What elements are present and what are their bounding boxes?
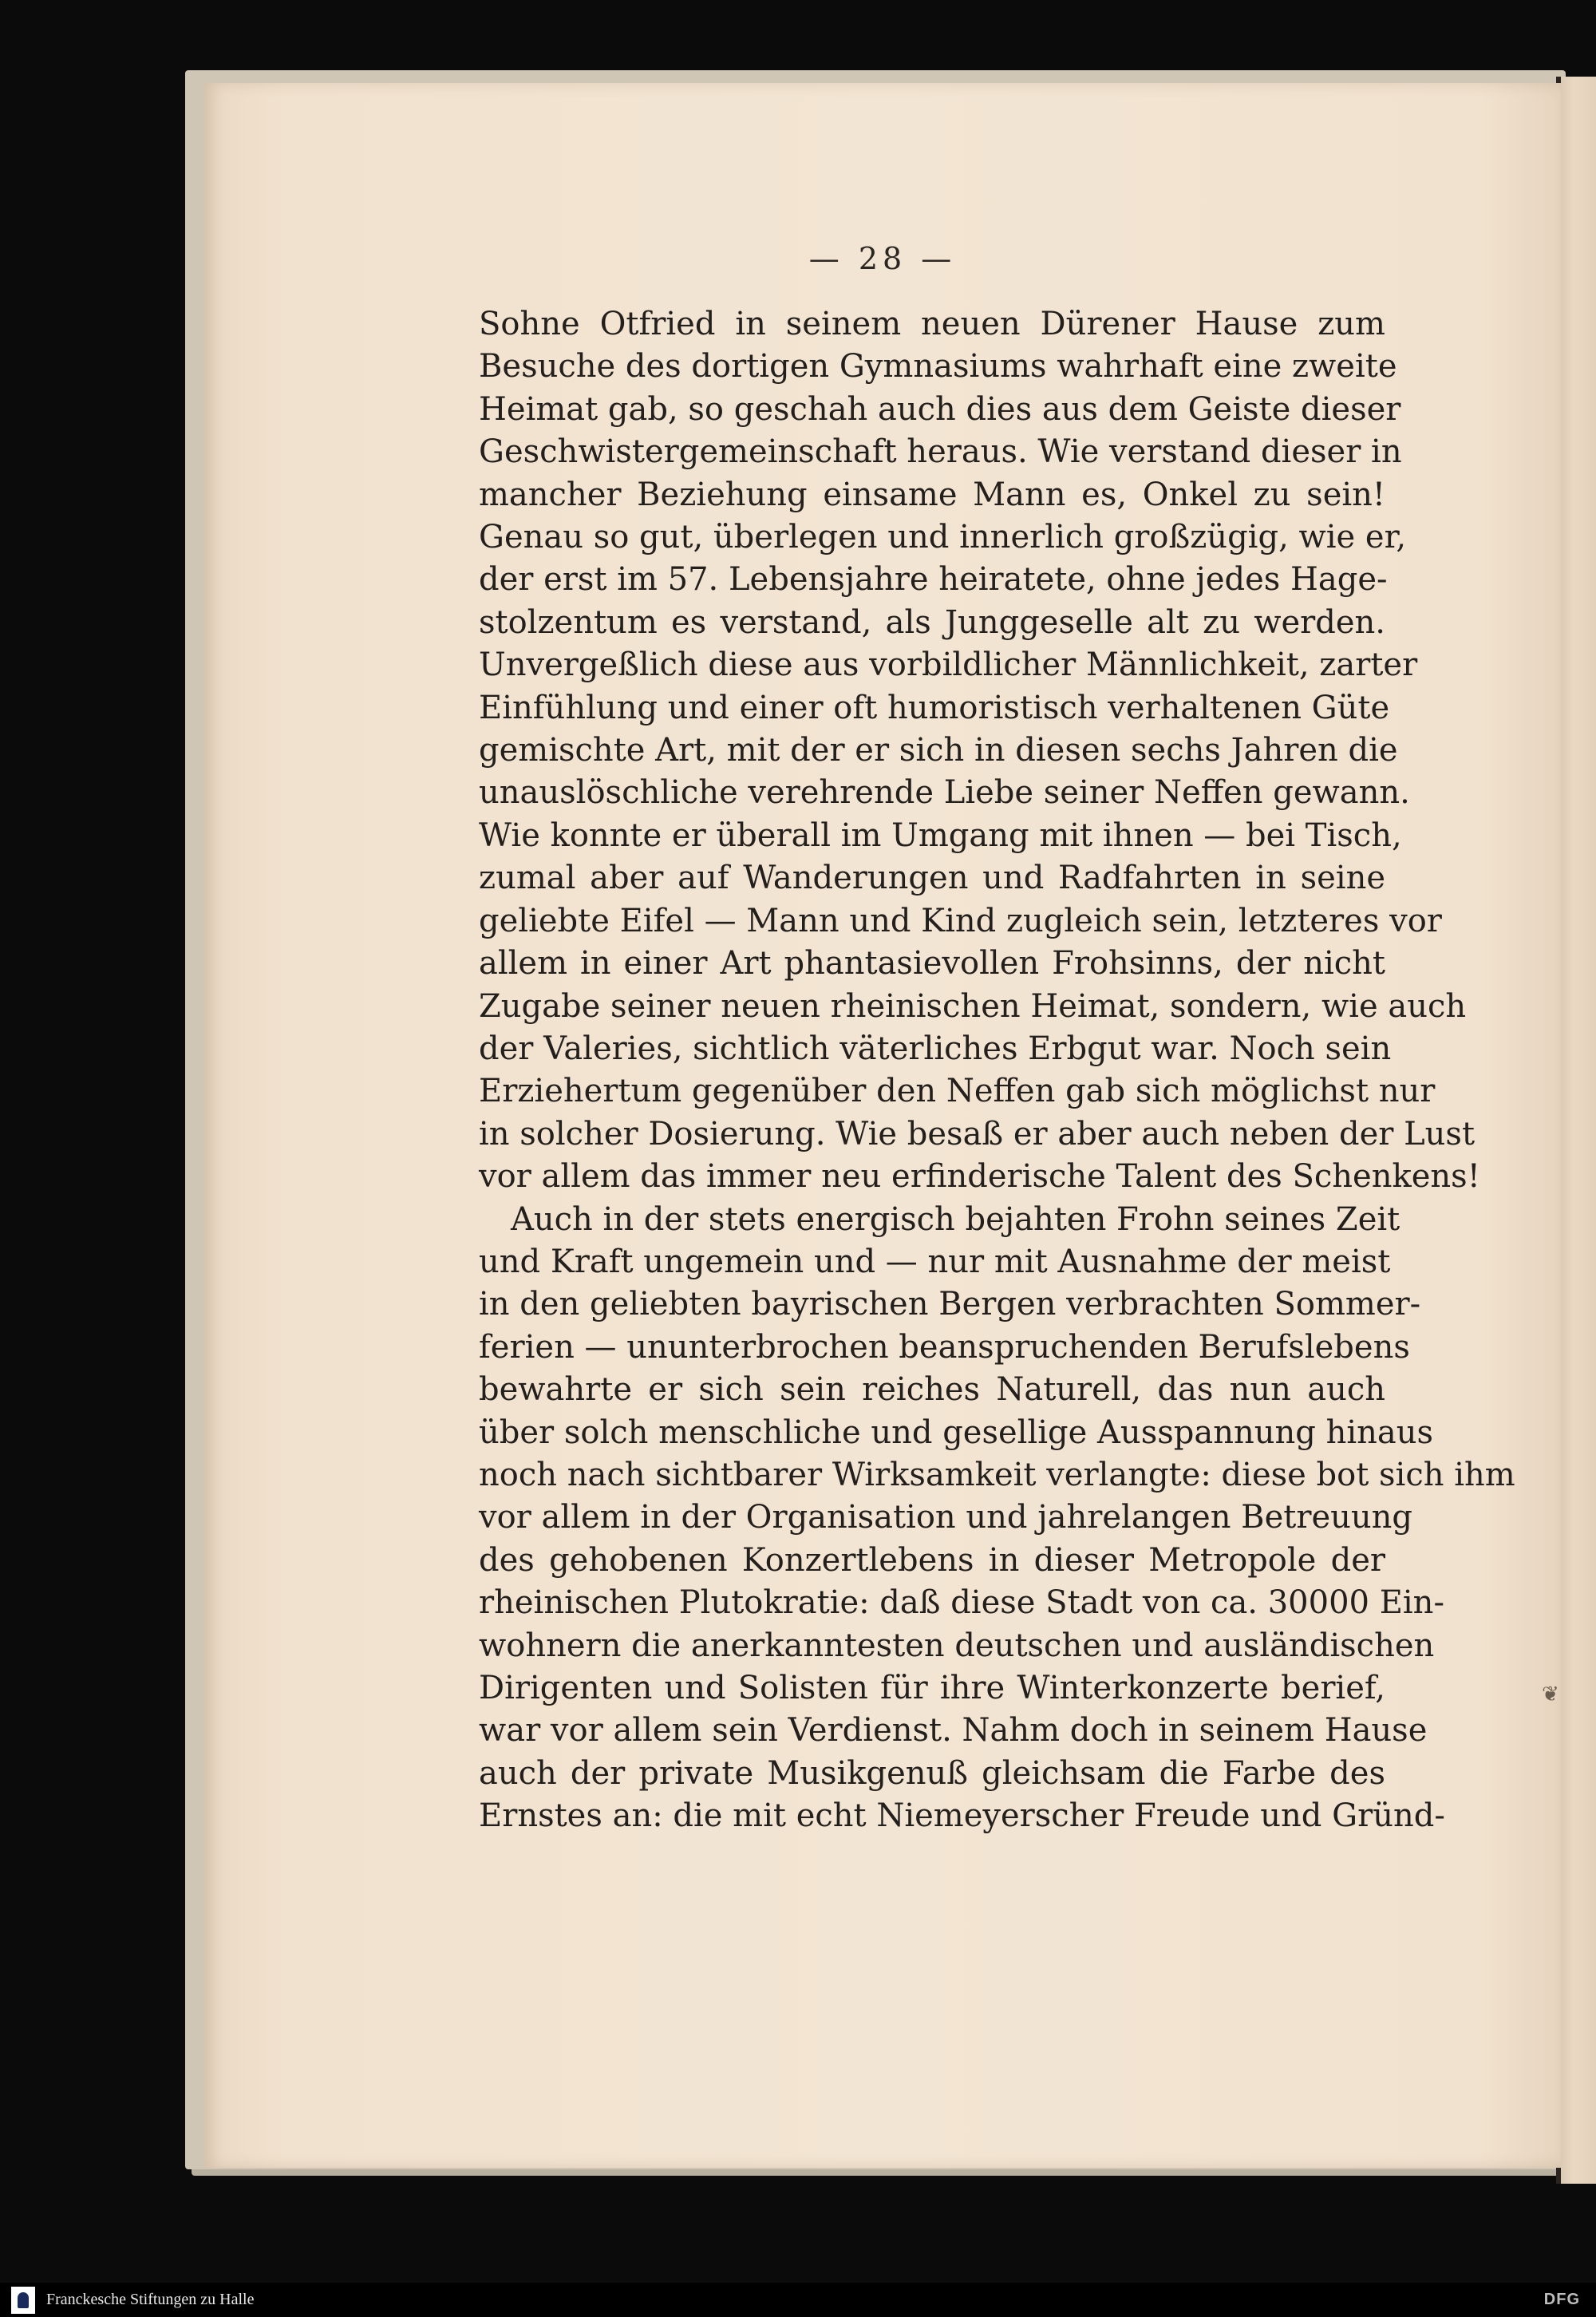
- text-line: Wie konnte er überall im Umgang mit ihnen — bei Tisch,: [479, 816, 1402, 854]
- text-line: rheinischen Plutokratie: daß diese Stadt von ca. 30000 Ein-: [479, 1584, 1444, 1622]
- text-line: Unvergeßlich diese aus vorbildlicher Männlichkeit, zarter: [479, 646, 1418, 684]
- text-line: ferien — ununterbrochen beanspruchenden Berufslebens: [479, 1328, 1410, 1366]
- page-number: — 28 —: [808, 241, 957, 276]
- text-line: stolzentum es verstand, als Junggeselle alt zu werden.: [479, 603, 1385, 641]
- text-line: wohnern die anerkanntesten deutschen und ausländischen: [479, 1627, 1435, 1664]
- text-line: Geschwistergemeinschaft heraus. Wie verstand dieser in: [479, 433, 1402, 471]
- text-line: Ernstes an: die mit echt Niemeyerscher Freude und Gründ-: [479, 1797, 1445, 1835]
- text-line: in solcher Dosierung. Wie besaß er aber auch neben der Lust: [479, 1115, 1476, 1153]
- text-line: Genau so gut, überlegen und innerlich großzügig, wie er,: [479, 519, 1407, 556]
- text-line: allem in einer Art phantasievollen Frohsinns, der nicht: [479, 945, 1385, 983]
- text-line: auch der private Musikgenuß gleichsam die Farbe des: [479, 1754, 1385, 1792]
- text-line: in den geliebten bayrischen Bergen verbrachten Sommer-: [479, 1286, 1421, 1323]
- text-line: Zugabe seiner neuen rheinischen Heimat, sondern, wie auch: [479, 987, 1467, 1025]
- margin-mark-icon: ❦: [1542, 1682, 1559, 1706]
- institution-logo-icon: [11, 2287, 35, 2314]
- text-line: Besuche des dortigen Gymnasiums wahrhaft eine zweite: [479, 348, 1397, 386]
- facing-page-edge: [1558, 77, 1596, 2184]
- text-line: vor allem in der Organisation und jahrelangen Betreuung: [479, 1499, 1412, 1536]
- funder-logo: DFG: [1543, 2291, 1580, 2308]
- text-line: bewahrte er sich sein reiches Naturell, das nun auch: [479, 1371, 1385, 1409]
- text-line: Auch in der stets energisch bejahten Frohn seines Zeit: [511, 1200, 1400, 1238]
- text-line: vor allem das immer neu erfinderische Talent des Schenkens!: [479, 1158, 1480, 1196]
- text-line: war vor allem sein Verdienst. Nahm doch in seinem Hause: [479, 1712, 1428, 1750]
- text-line: Heimat gab, so geschah auch dies aus dem Geiste dieser: [479, 390, 1401, 428]
- text-line: Einfühlung und einer oft humoristisch verhaltenen Güte: [479, 689, 1390, 726]
- text-line: Sohne Otfried in seinem neuen Dürener Hause zum: [479, 306, 1385, 342]
- text-line: gemischte Art, mit der er sich in diesen sechs Jahren die: [479, 732, 1398, 769]
- body-text: [479, 303, 1515, 1838]
- text-line: noch nach sichtbarer Wirksamkeit verlangte: diese bot sich ihm: [479, 1456, 1515, 1493]
- text-line: unauslöschliche verehrende Liebe seiner Neffen gewann.: [479, 774, 1410, 812]
- text-line: geliebte Eifel — Mann und Kind zugleich sein, letzteres vor: [479, 902, 1442, 939]
- text-line: über solch menschliche und gesellige Ausspannung hinaus: [479, 1414, 1434, 1451]
- text-line: Erziehertum gegenüber den Neffen gab sich möglichst nur: [479, 1073, 1436, 1110]
- text-line: mancher Beziehung einsame Mann es, Onkel zu sein!: [479, 476, 1385, 513]
- text-line: und Kraft ungemein und — nur mit Ausnahme der meist: [479, 1243, 1391, 1280]
- text-line: des gehobenen Konzertlebens in dieser Metropole der: [479, 1541, 1385, 1579]
- text-line: der erst im 57. Lebensjahre heiratete, ohne jedes Hage-: [479, 561, 1388, 599]
- text-line: zumal aber auf Wanderungen und Radfahrten in seine: [479, 860, 1385, 897]
- text-line: Dirigenten und Solisten für ihre Winterkonzerte berief,: [479, 1670, 1385, 1706]
- viewer-footer: [0, 2283, 1596, 2317]
- institution-name: Franckesche Stiftungen zu Halle: [46, 2291, 255, 2308]
- text-line: der Valeries, sichtlich väterliches Erbgut war. Noch sein: [479, 1030, 1392, 1067]
